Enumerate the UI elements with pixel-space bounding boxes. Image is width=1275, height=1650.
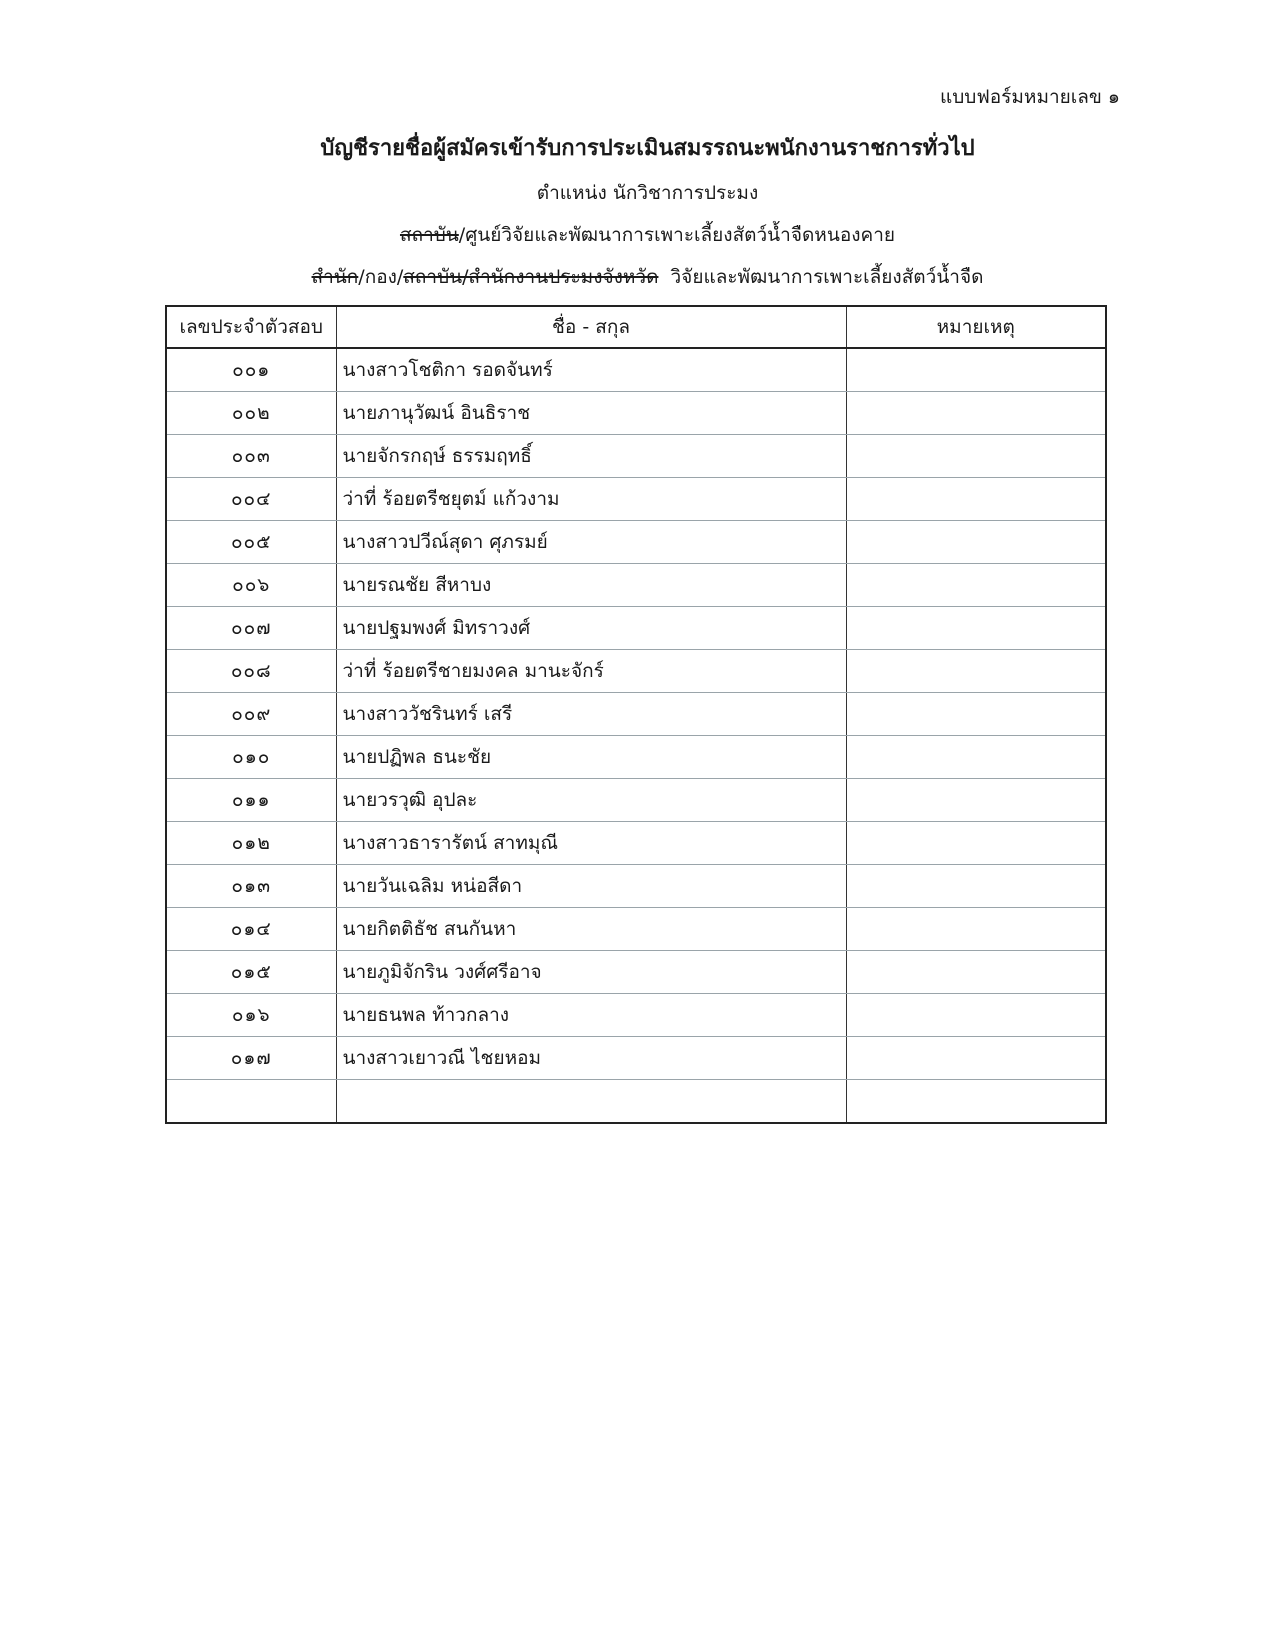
table-header-row [166, 306, 1106, 348]
exam-id-cell: ๐๐๔ [166, 478, 336, 521]
name-cell: นายวันเฉลิม หน่อสีดา [336, 865, 846, 908]
header-remark: หมายเหตุ [846, 306, 1106, 348]
exam-id-cell: ๐๐๕ [166, 521, 336, 564]
table-row [166, 478, 1106, 521]
table-row [166, 435, 1106, 478]
remark-cell [846, 521, 1106, 564]
candidate-table-wrapper [165, 305, 1105, 1124]
remark-cell [846, 908, 1106, 951]
remark-cell [846, 435, 1106, 478]
remark-cell [846, 392, 1106, 435]
exam-id-cell: ๐๐๓ [166, 435, 336, 478]
table-row [166, 822, 1106, 865]
name-cell: นายภานุวัฒน์ อินธิราช [336, 392, 846, 435]
institute-struck-text: สถาบัน [399, 224, 459, 246]
remark-cell [846, 693, 1106, 736]
table-row [166, 1037, 1106, 1080]
remark-cell [846, 564, 1106, 607]
table-row [166, 564, 1106, 607]
office-text: วิจัยและพัฒนาการเพาะเลี้ยงสัตว์น้ำจืด [658, 266, 984, 288]
name-cell: นางสาววัชรินทร์ เสรี [336, 693, 846, 736]
remark-cell [846, 779, 1106, 822]
exam-id-cell: ๐๑๖ [166, 994, 336, 1037]
remark-cell [846, 822, 1106, 865]
exam-id-cell: ๐๐๘ [166, 650, 336, 693]
header-full-name: ชื่อ - สกุล [336, 306, 846, 348]
remark-cell [846, 650, 1106, 693]
name-cell: นางสาวเยาวณี ไชยหอม [336, 1037, 846, 1080]
table-body [166, 348, 1106, 1123]
office-line [0, 262, 1275, 292]
exam-id-cell: ๐๑๑ [166, 779, 336, 822]
name-cell: ว่าที่ ร้อยตรีชายมงคล มานะจักร์ [336, 650, 846, 693]
remark-cell [846, 478, 1106, 521]
name-cell: นางสาวโชติกา รอดจันทร์ [336, 348, 846, 392]
exam-id-cell: ๐๑๔ [166, 908, 336, 951]
remark-cell [846, 865, 1106, 908]
office-mid-text: /กอง/ [358, 266, 404, 288]
table-row [166, 392, 1106, 435]
table-row [166, 865, 1106, 908]
table-row [166, 951, 1106, 994]
exam-id-cell: ๐๐๒ [166, 392, 336, 435]
remark-cell [846, 1080, 1106, 1124]
exam-id-cell: ๐๑๓ [166, 865, 336, 908]
name-cell: นางสาวธารารัตน์ สาทมุณี [336, 822, 846, 865]
office-struck-text-1: สำนัก [311, 266, 359, 288]
table-row [166, 779, 1106, 822]
exam-id-cell: ๐๑๒ [166, 822, 336, 865]
table-row [166, 994, 1106, 1037]
exam-id-cell: ๐๐๖ [166, 564, 336, 607]
name-cell: นายภูมิจักริน วงศ์ศรีอาจ [336, 951, 846, 994]
table-row [166, 650, 1106, 693]
name-cell [336, 1080, 846, 1124]
candidate-table [165, 305, 1107, 1124]
remark-cell [846, 736, 1106, 779]
table-row [166, 521, 1106, 564]
table-row [166, 736, 1106, 779]
remark-cell [846, 951, 1106, 994]
institute-line [0, 220, 1275, 250]
name-cell: นายกิตติธัช สนกันหา [336, 908, 846, 951]
name-cell: นายรณชัย สีหาบง [336, 564, 846, 607]
name-cell: นายปฏิพล ธนะชัย [336, 736, 846, 779]
name-cell: ว่าที่ ร้อยตรีชยุตม์ แก้วงาม [336, 478, 846, 521]
remark-cell [846, 994, 1106, 1037]
institute-text: /ศูนย์วิจัยและพัฒนาการเพาะเลี้ยงสัตว์น้ำจืดหนองคาย [458, 224, 896, 246]
table-row [166, 1080, 1106, 1124]
office-struck-text-2: สถาบัน/สำนักงานประมงจังหวัด [403, 266, 659, 288]
form-number: แบบฟอร์มหมายเลข ๑ [939, 86, 1120, 108]
table-row [166, 908, 1106, 951]
remark-cell [846, 607, 1106, 650]
name-cell: นางสาวปวีณ์สุดา ศุภรมย์ [336, 521, 846, 564]
exam-id-cell: ๐๑๗ [166, 1037, 336, 1080]
table-row [166, 693, 1106, 736]
exam-id-cell: ๐๑๕ [166, 951, 336, 994]
name-cell: นายปฐมพงศ์ มิทราวงศ์ [336, 607, 846, 650]
document-title: บัญชีรายชื่อผู้สมัครเข้ารับการประเมินสมรรถนะพนักงานราชการทั่วไป [320, 136, 975, 161]
exam-id-cell: ๐๐๑ [166, 348, 336, 392]
remark-cell [846, 348, 1106, 392]
name-cell: นายวรวุฒิ อุปละ [336, 779, 846, 822]
name-cell: นายธนพล ท้าวกลาง [336, 994, 846, 1037]
exam-id-cell: ๐๐๗ [166, 607, 336, 650]
exam-id-cell: ๐๑๐ [166, 736, 336, 779]
header-exam-id: เลขประจำตัวสอบ [166, 306, 336, 348]
exam-id-cell: ๐๐๙ [166, 693, 336, 736]
position-line: ตำแหน่ง นักวิชาการประมง [536, 182, 759, 204]
table-row [166, 607, 1106, 650]
name-cell: นายจักรกฤษ์ ธรรมฤทธิ์ [336, 435, 846, 478]
table-row [166, 348, 1106, 392]
remark-cell [846, 1037, 1106, 1080]
exam-id-cell [166, 1080, 336, 1124]
